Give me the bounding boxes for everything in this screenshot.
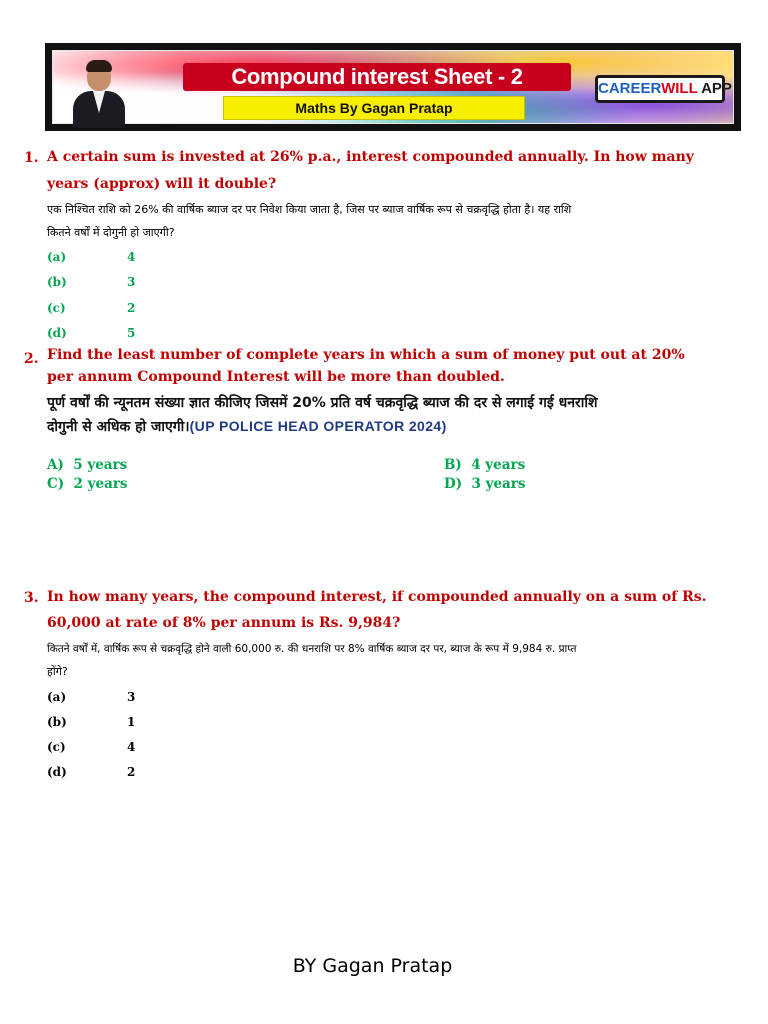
sheet-title: Compound interest Sheet - 2 [183, 63, 571, 91]
option-label: (a) [47, 690, 67, 704]
question-text-en: In how many years, the compound interest, if compounded annually on a sum of Rs. [47, 589, 707, 605]
option-value: 1 [127, 715, 136, 729]
question-text-en: Find the least number of complete years in which a sum of money put out at 20% [47, 347, 685, 363]
question-text-hi: पूर्ण वर्षों की न्यूनतम संख्या ज्ञात कीजिए जिसमें 20% प्रति वर्ष चक्रवृद्धि ब्याज की दर से लगाई गई धनराशि [47, 395, 598, 411]
question-text-hi-2: दोगुनी से अधिक हो जाएगी।(UP POLICE HEAD OPERATOR 2024) [47, 418, 447, 435]
footer-author: BY Gagan Pratap [292, 955, 453, 977]
question-number: 2. [24, 351, 39, 367]
option-label: (d) [47, 326, 67, 340]
question-text-hi-2: कितने वर्षों में दोगुनी हो जाएगी? [47, 226, 175, 239]
option-label: (d) [47, 765, 67, 779]
option-label: (b) [47, 275, 67, 289]
option-a: A) 5 years [47, 457, 128, 473]
option-label: (a) [47, 250, 67, 264]
question-text-en-2: per annum Compound Interest will be more than doubled. [47, 369, 505, 385]
option-value: 2 [127, 765, 136, 779]
option-label: (b) [47, 715, 67, 729]
instructor-photo [69, 57, 129, 128]
question-text-hi: कितने वर्षों में, वार्षिक रूप से चक्रवृद्धि होने वाली 60,000 रु. की धनराशि पर 8% वार्षिक ब्याज दर पर, ब्याज के रूप में 9,984 रु. प्राप्त [47, 643, 577, 655]
exam-reference: (UP POLICE HEAD OPERATOR 2024) [189, 418, 447, 434]
option-value: 2 [127, 301, 136, 315]
option-value: 4 [127, 740, 136, 754]
option-label: (c) [47, 301, 66, 315]
question-text-hi-2: होंगे? [47, 665, 68, 678]
careerwill-logo: CAREERWILL APP [595, 75, 725, 103]
question-text-en-2: years (approx) will it double? [47, 176, 277, 192]
option-c: C) 2 years [47, 476, 128, 492]
question-text-en: A certain sum is invested at 26% p.a., interest compounded annually. In how many [47, 149, 694, 165]
option-value: 3 [127, 690, 136, 704]
option-label: (c) [47, 740, 66, 754]
option-value: 5 [127, 326, 136, 340]
option-value: 3 [127, 275, 136, 289]
header-banner [45, 43, 741, 131]
question-text-hi: एक निश्चित राशि को 26% की वार्षिक ब्याज दर पर निवेश किया जाता है, जिस पर ब्याज वार्षिक रूप से चक्रवृद्धि होता है। यह राशि [47, 203, 572, 216]
question-text-en-2: 60,000 at rate of 8% per annum is Rs. 9,984? [47, 615, 401, 631]
question-number: 1. [24, 150, 39, 166]
question-number: 3. [24, 590, 39, 606]
banner-background [52, 50, 734, 124]
option-b: B) 4 years [444, 457, 526, 473]
option-d: D) 3 years [444, 476, 526, 492]
option-value: 4 [127, 250, 136, 264]
sheet-subtitle: Maths By Gagan Pratap [223, 96, 525, 120]
